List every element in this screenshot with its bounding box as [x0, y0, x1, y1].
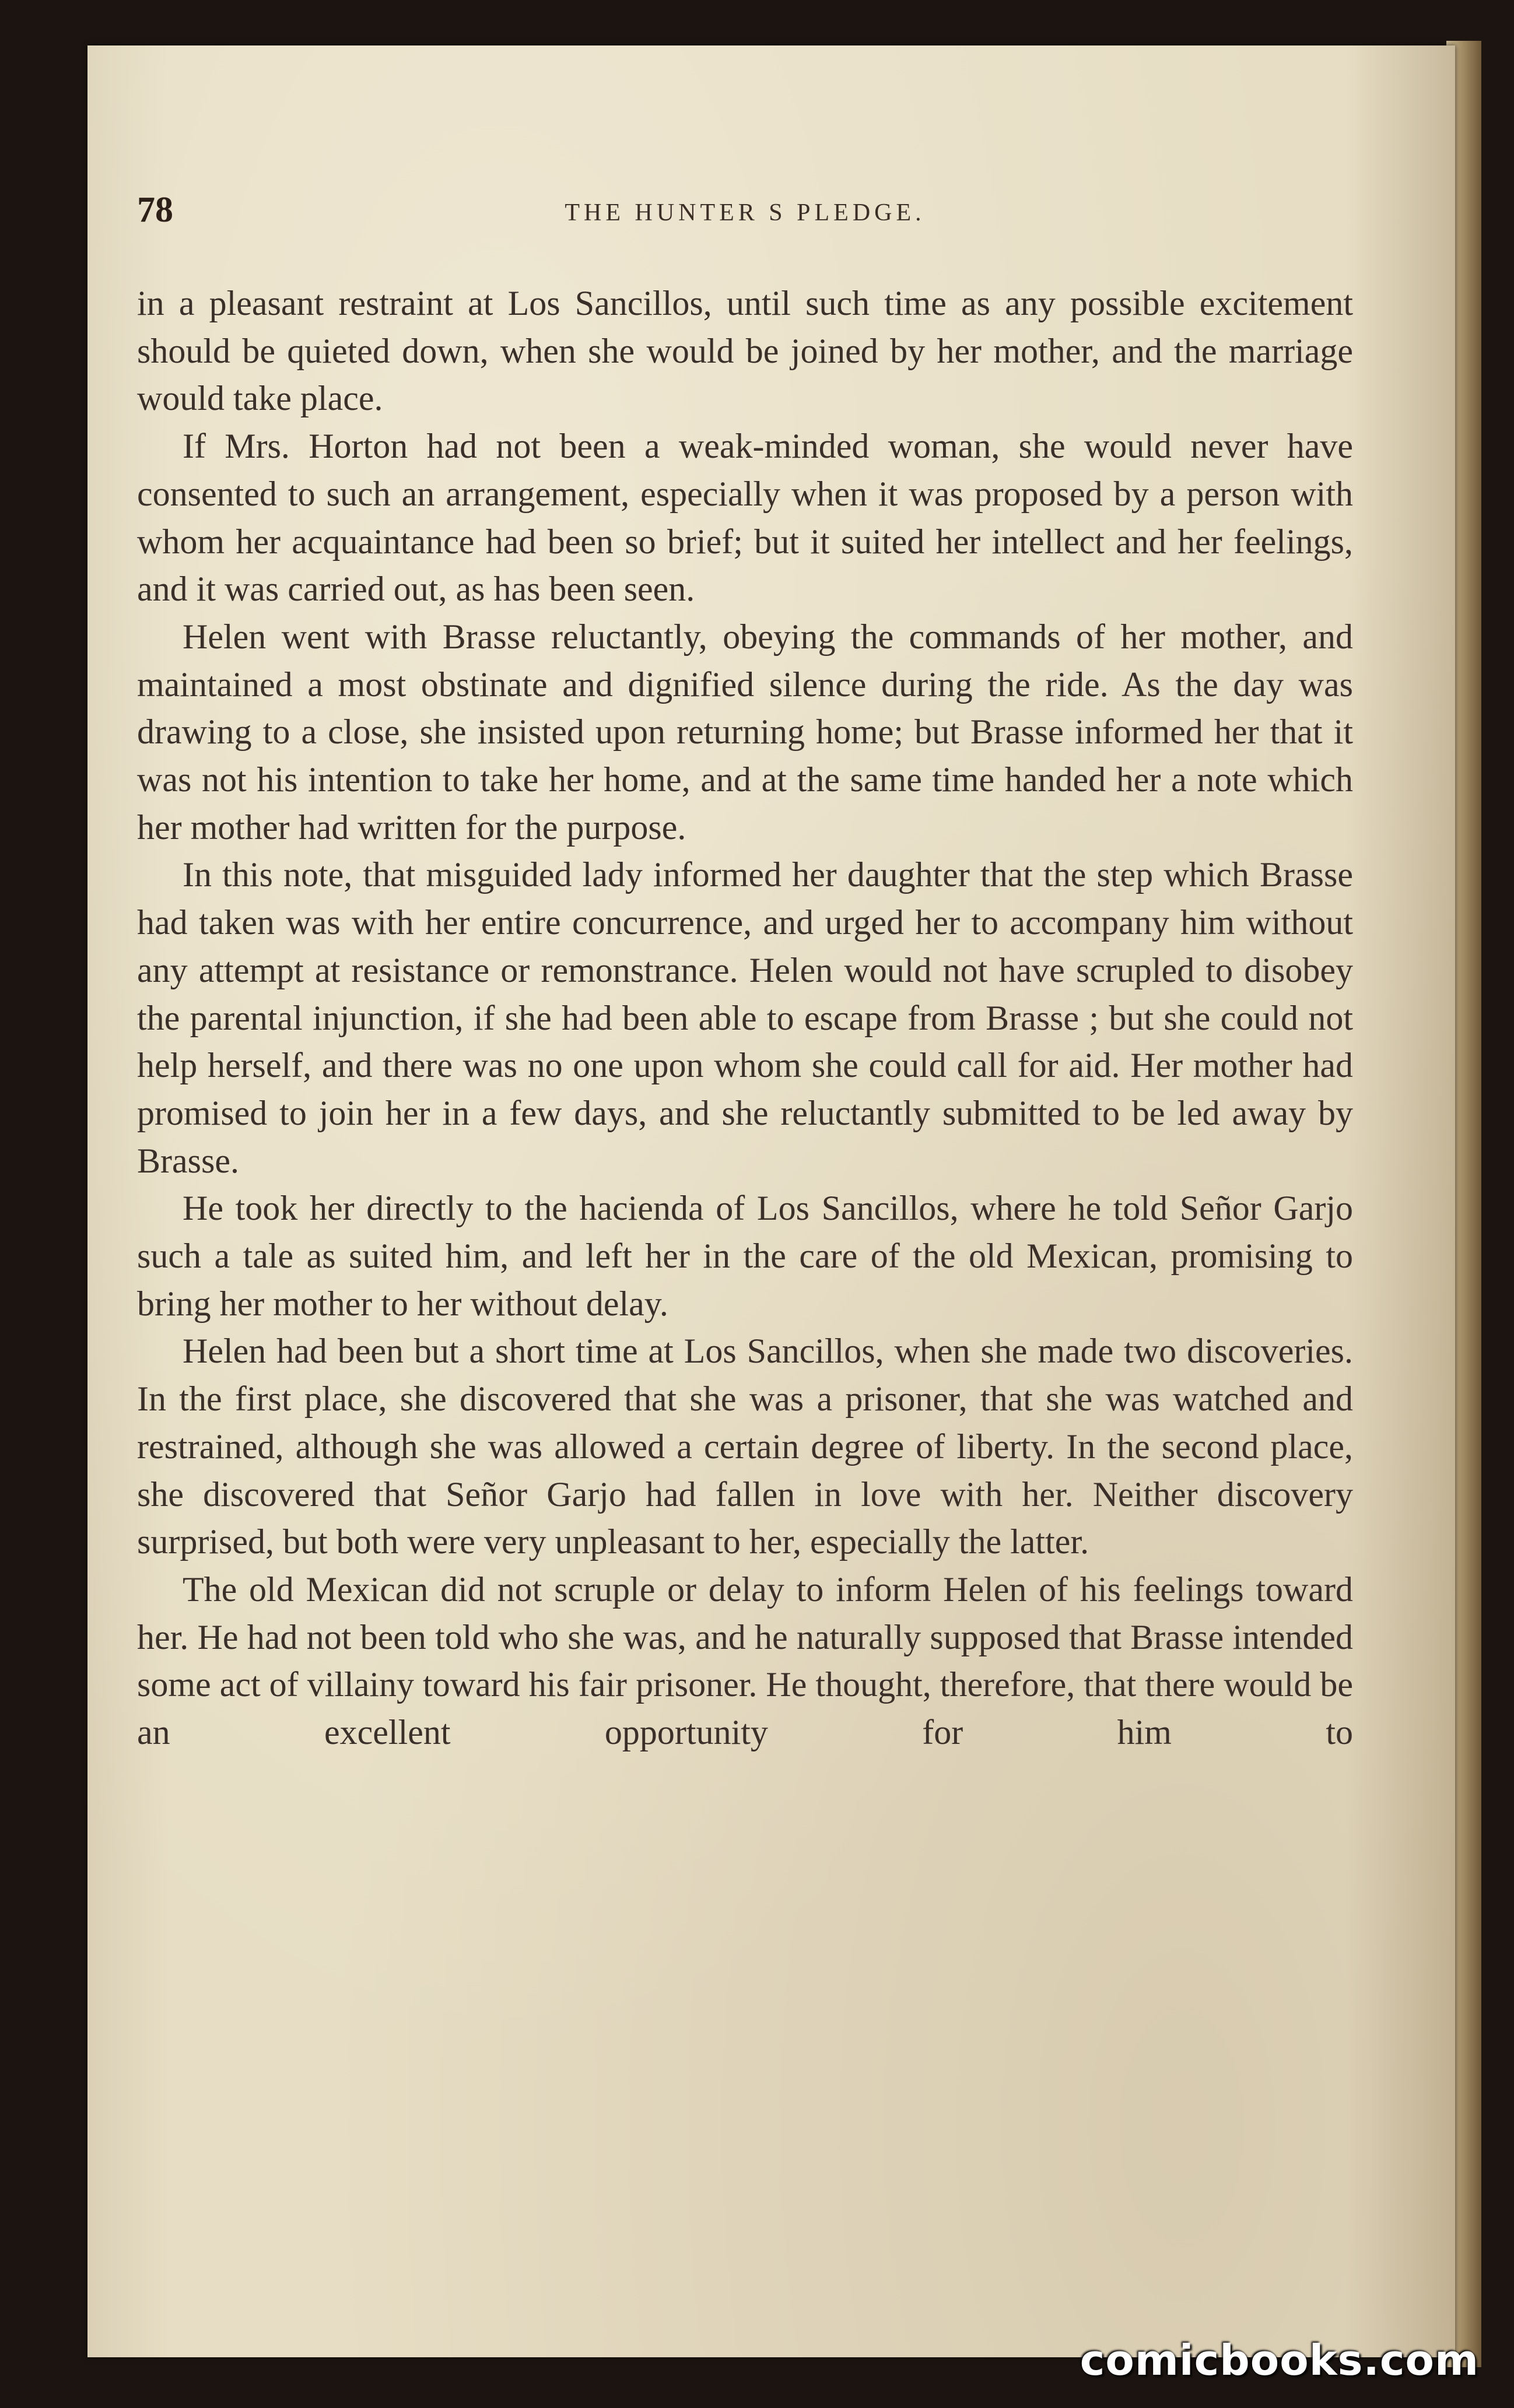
paragraph-7: The old Mexican did not scruple or delay to inform Helen of his feelings toward her. He had not been told who she was, and he naturally supposed that Brasse intended some act of villainy toward his fair prisoner. He thought, therefore, that there would be an excellent opportunity for him to [137, 1570, 1353, 1752]
watermark-logo: comicbooks.com [1080, 2336, 1479, 2385]
paragraph-2: If Mrs. Horton had not been a weak-minded woman, she would never have consented to such an arrangement, especially when it was proposed by a person with whom her acquaintance had been so brief; but it suited her intellect and her feelings, and it was carried out, as has been seen. [137, 427, 1353, 609]
paragraph-6: Helen had been but a short time at Los Sancillos, when she made two discoveries. In the first place, she discovered that she was a prisoner, that she was watched and restrained, although she was allowed a certain degree of liberty. In the second place, she discovered that Señor Garjo had fallen in love with her. Neither discovery surprised, but both were very unpleasant to her, especially the latter. [137, 1332, 1353, 1561]
paragraph-5: He took her directly to the hacienda of Los Sancillos, where he told Señor Garjo such a tale as suited him, and left her in the care of the old Mexican, promising to bring her mother to her without delay. [137, 1189, 1353, 1323]
page-number: 78 [137, 190, 173, 230]
body-text [137, 280, 1353, 1757]
running-head [137, 189, 1353, 236]
paragraph-4: In this note, that misguided lady informed her daughter that the step which Brasse had taken was with her entire concurrence, and urged her to accompany him without any attempt at resistance or remonstrance. Helen would not have scrupled to disobey the parental injunction, if she had been able to escape from Brasse ; but she could not help herself, and there was no one upon whom she could call for aid. Her mother had promised to join her in a few days, and she reluctantly submitted to be led away by Brasse. [137, 855, 1353, 1180]
paragraph-3: Helen went with Brasse reluctantly, obeying the commands of her mother, and maintained a most obstinate and dignified silence during the ride. As the day was drawing to a close, she insisted upon returning home; but Brasse informed her that it was not his intention to take her home, and at the same time handed her a note which her mother had written for the purpose. [137, 617, 1353, 847]
running-title: THE HUNTER S PLEDGE. [565, 199, 926, 226]
paragraph-1: in a pleasant restraint at Los Sancillos, until such time as any possible excitement should be quieted down, when she would be joined by her mother, and the marriage would take place. [137, 284, 1353, 418]
